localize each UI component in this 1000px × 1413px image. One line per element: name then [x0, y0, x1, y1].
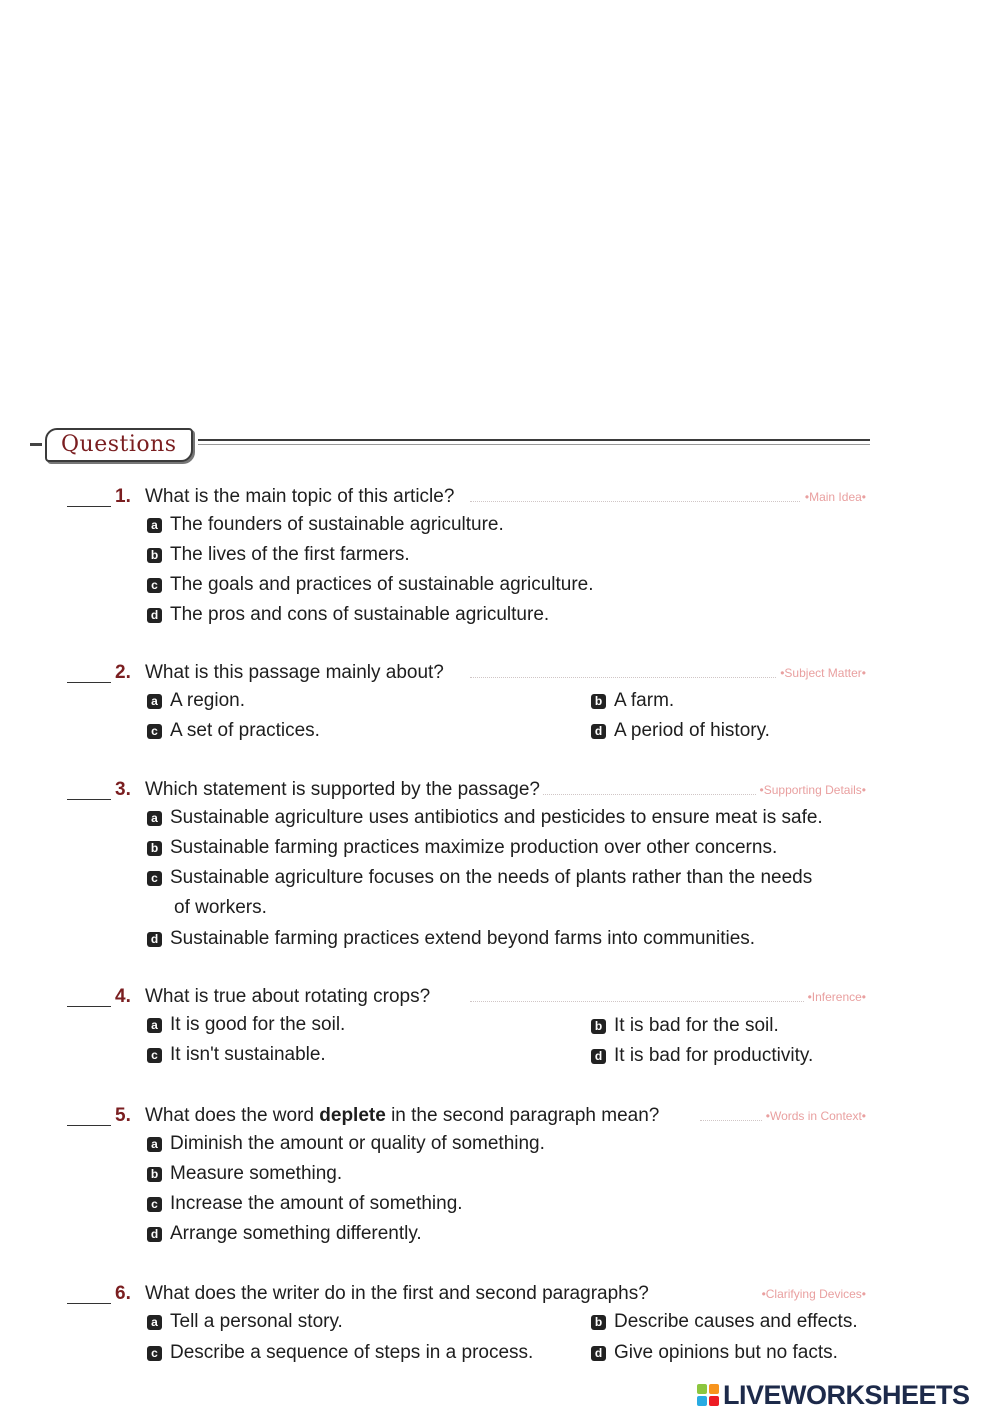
- option-text: It is bad for productivity.: [614, 1045, 814, 1066]
- skill-label: •Clarifying Devices•: [758, 1287, 866, 1301]
- vocabulary-word: deplete: [319, 1105, 386, 1126]
- option-text: The goals and practices of sustainable agriculture.: [170, 574, 594, 595]
- option-text: Measure something.: [170, 1163, 343, 1184]
- option-b[interactable]: [591, 1015, 779, 1037]
- option-text: Sustainable agriculture focuses on the needs of plants rather than the needs: [170, 867, 813, 888]
- skill-label: •Words in Context•: [762, 1109, 866, 1123]
- logo-square-4: [709, 1396, 719, 1406]
- option-d[interactable]: [147, 928, 755, 950]
- dotted-leader: [470, 1001, 860, 1002]
- option-letter-icon: b: [147, 1167, 162, 1182]
- option-text: The pros and cons of sustainable agriculture.: [170, 604, 550, 625]
- option-text: Diminish the amount or quality of something.: [170, 1133, 545, 1154]
- skill-label: •Main Idea•: [801, 490, 866, 504]
- option-letter-icon: c: [147, 1346, 162, 1361]
- question-text-end: in the second paragraph mean?: [385, 1105, 660, 1126]
- header-rule: [198, 439, 870, 445]
- question-row: [0, 982, 1000, 1012]
- question-row: [0, 775, 1000, 805]
- question-text: What is the main topic of this article?: [145, 486, 455, 507]
- question-text: What is this passage mainly about?: [145, 662, 444, 683]
- option-text: A farm.: [614, 690, 675, 711]
- option-letter-icon: b: [591, 1019, 606, 1034]
- option-letter-icon: c: [147, 724, 162, 739]
- question-number: 4.: [115, 986, 131, 1007]
- answer-blank-6[interactable]: [67, 1303, 111, 1304]
- logo-text: LIVEWORKSHEETS: [723, 1380, 970, 1410]
- option-text: Arrange something differently.: [170, 1223, 422, 1244]
- header-dash: [30, 443, 42, 446]
- option-c[interactable]: [147, 1193, 463, 1215]
- option-text: Sustainable agriculture uses antibiotics and pesticides to ensure meat is safe.: [170, 807, 823, 828]
- logo-square-3: [697, 1396, 707, 1406]
- question-row: [0, 1101, 1000, 1131]
- skill-label: •Supporting Details•: [756, 783, 866, 797]
- option-text: Sustainable farming practices maximize production over other concerns.: [170, 837, 778, 858]
- option-a[interactable]: [147, 1133, 545, 1155]
- question-text: What does the writer do in the first and second paragraphs?: [145, 1283, 649, 1304]
- option-text: Describe a sequence of steps in a process.: [170, 1342, 534, 1363]
- option-letter-icon: a: [147, 1137, 162, 1152]
- option-text: Increase the amount of something.: [170, 1193, 463, 1214]
- option-text: Describe causes and effects.: [614, 1311, 858, 1332]
- option-text: It is bad for the soil.: [614, 1015, 779, 1036]
- option-letter-icon: b: [591, 1315, 606, 1330]
- option-letter-icon: d: [147, 608, 162, 623]
- option-d[interactable]: [147, 604, 549, 626]
- section-header: [30, 426, 870, 466]
- option-a[interactable]: [147, 1311, 343, 1333]
- option-b[interactable]: [147, 544, 410, 566]
- option-letter-icon: c: [147, 1048, 162, 1063]
- option-a[interactable]: [147, 1014, 345, 1036]
- question-row: [0, 658, 1000, 688]
- option-text: Tell a personal story.: [170, 1311, 343, 1332]
- question-row: [0, 1279, 1000, 1309]
- option-text: Give opinions but no facts.: [614, 1342, 838, 1363]
- option-c[interactable]: [147, 720, 320, 742]
- option-text: It isn't sustainable.: [170, 1044, 326, 1065]
- option-letter-icon: b: [147, 841, 162, 856]
- option-letter-icon: a: [147, 1315, 162, 1330]
- answer-blank-4[interactable]: [67, 1006, 111, 1007]
- liveworksheets-logo-icon: [697, 1384, 719, 1406]
- option-letter-icon: d: [591, 1346, 606, 1361]
- question-number: 6.: [115, 1283, 131, 1304]
- answer-blank-5[interactable]: [67, 1125, 111, 1126]
- option-letter-icon: c: [147, 1197, 162, 1212]
- option-text: A set of practices.: [170, 720, 320, 741]
- option-letter-icon: d: [591, 1049, 606, 1064]
- option-letter-icon: b: [591, 694, 606, 709]
- skill-label: •Inference•: [804, 990, 866, 1004]
- option-letter-icon: d: [147, 1227, 162, 1242]
- option-b[interactable]: [147, 837, 777, 859]
- option-a[interactable]: [147, 807, 823, 829]
- option-a[interactable]: [147, 690, 245, 712]
- option-letter-icon: a: [147, 811, 162, 826]
- answer-blank-3[interactable]: [67, 799, 111, 800]
- option-d[interactable]: [591, 1342, 838, 1364]
- option-text: The lives of the first farmers.: [170, 544, 410, 565]
- option-letter-icon: d: [591, 724, 606, 739]
- option-letter-icon: b: [147, 548, 162, 563]
- question-text: [145, 1105, 661, 1127]
- option-c[interactable]: [147, 1342, 533, 1364]
- option-letter-icon: c: [147, 578, 162, 593]
- option-b[interactable]: [591, 1311, 858, 1333]
- answer-blank-2[interactable]: [67, 682, 111, 683]
- option-letter-icon: c: [147, 871, 162, 886]
- option-d[interactable]: [591, 720, 770, 742]
- option-letter-icon: a: [147, 518, 162, 533]
- option-b[interactable]: [147, 1163, 342, 1185]
- question-number: 1.: [115, 486, 131, 507]
- option-c[interactable]: [147, 574, 594, 596]
- option-d[interactable]: [147, 1223, 422, 1245]
- question-number: 2.: [115, 662, 131, 683]
- option-letter-icon: a: [147, 694, 162, 709]
- option-c[interactable]: [147, 1044, 326, 1066]
- option-c[interactable]: [147, 867, 812, 889]
- answer-blank-1[interactable]: [67, 506, 111, 507]
- question-text: What is true about rotating crops?: [145, 986, 431, 1007]
- option-letter-icon: d: [147, 932, 162, 947]
- question-number: 3.: [115, 779, 131, 800]
- skill-label: •Subject Matter•: [776, 666, 866, 680]
- question-text-start: What does the word: [145, 1105, 320, 1126]
- question-text: Which statement is supported by the passage?: [145, 779, 541, 800]
- option-a[interactable]: [147, 514, 504, 536]
- logo-square-1: [697, 1384, 707, 1394]
- option-b[interactable]: [591, 690, 674, 712]
- option-text: A period of history.: [614, 720, 770, 741]
- option-letter-icon: a: [147, 1018, 162, 1033]
- option-text: Sustainable farming practices extend beyond farms into communities.: [170, 928, 756, 949]
- logo-square-2: [709, 1384, 719, 1394]
- section-title: Questions: [45, 428, 193, 462]
- option-text: A region.: [170, 690, 245, 711]
- option-continuation: of workers.: [174, 897, 267, 918]
- question-row: [0, 482, 1000, 512]
- option-text: The founders of sustainable agriculture.: [170, 514, 504, 535]
- question-number: 5.: [115, 1105, 131, 1126]
- option-d[interactable]: [591, 1045, 813, 1067]
- option-text: It is good for the soil.: [170, 1014, 346, 1035]
